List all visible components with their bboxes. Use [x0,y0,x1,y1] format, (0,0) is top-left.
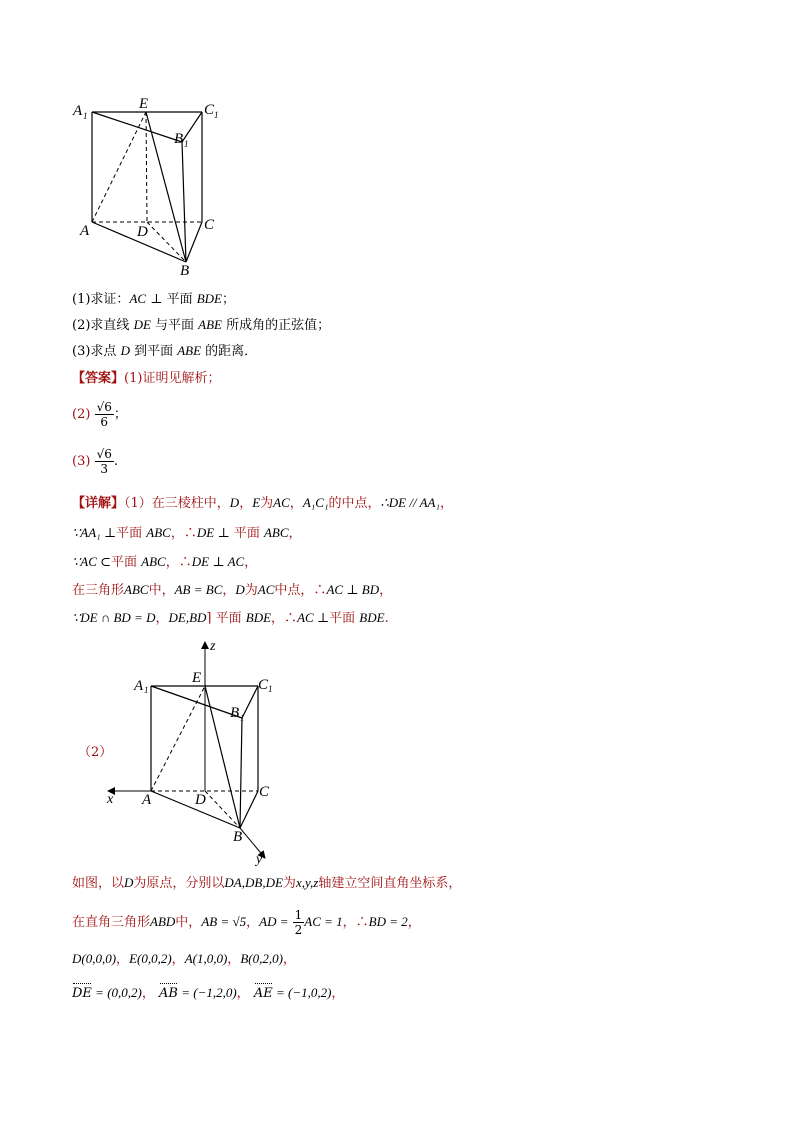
edge2-b-b1 [240,718,242,828]
detail-label: 【详解】 [72,496,125,511]
part2-l2-frac-num: 1 [294,908,303,922]
q3-expr2: ABE [177,343,202,358]
label2-b1: B [230,705,240,721]
edge-b-c [186,222,202,262]
part2-point-e: E(0,0,2) [129,951,172,966]
label2-b: B [233,829,243,845]
dash2-a-e [151,686,205,791]
part2-l2-e: ， [246,915,260,930]
detail-l1-h: A₁C₁ [302,495,329,510]
label2-y: y [256,852,263,867]
part2-l4-sep2: ， [236,986,250,1001]
label2-x: x [107,792,114,807]
vector-ae: AE [253,986,273,1001]
q1-text1: 求证： [90,292,130,307]
q2-text3: 所成角的正弦值； [222,318,331,333]
part2-l3-sep2: ， [171,952,185,967]
part2-l3-sep1: ， [116,952,130,967]
detail-line-4 [72,581,392,600]
part2-l2-frac-den: 2 [294,923,303,937]
vector-de-value: = (0,0,2) [91,985,142,1000]
detail-l5-i: 平面 [329,611,360,626]
answer-label: 【答案】 [72,371,125,386]
part2-l2-c: 中， [175,915,202,930]
edge-b-b1 [182,142,186,262]
detail-l5-f: BDE [245,610,272,625]
part2-l3-sep4: ， [282,952,296,967]
detail-l4-k: ， [379,583,393,598]
detail-l2-c: ABC [146,525,171,540]
detail-l4-b: ABC [124,582,149,597]
answer-line-1 [72,370,220,388]
answer-line-3 [72,447,118,476]
figure-prism-2 [100,636,290,868]
dash-a-e [92,112,146,222]
answer-line-2 [72,400,127,429]
dash-e-d [146,112,147,222]
label-b: B [180,263,190,279]
answer-part1-num: (1) [124,371,143,386]
part2-line-3 [72,950,296,969]
detail-l3-c: ABC [141,554,166,569]
label-d: D [137,224,148,240]
part2-line-4 [72,984,344,1003]
part2-l1-f: x,y,z [295,875,319,890]
part2-l2-fraction [293,908,305,937]
part2-l1-a: 如图，以 [72,876,125,891]
detail-l5-j: BDE [359,610,385,625]
label2-e: E [192,670,202,686]
q1-expr2: BDE [196,291,222,306]
q1-end: ； [221,292,235,307]
detail-l4-f: D [235,582,245,597]
part2-point-a: A(1,0,0) [184,951,228,966]
answer-part3-frac-num: √6 [96,447,112,461]
part2-l4-sep1: ， [141,986,155,1001]
label2-a1-sub: 1 [144,685,149,695]
q1-perp: ⊥ [146,292,167,307]
part2-l1-c: 为原点，分别以 [133,876,225,891]
detail-l2-a: ∵AA₁ ⊥ [72,525,117,540]
question-2 [72,316,330,335]
detail-l1-j: ∴DE // AA₁ [380,495,440,510]
answer-part3-frac-den: 3 [100,462,109,476]
q1-num: (1) [72,292,91,307]
part2-l1-g: 轴建立空间直角坐标系， [318,876,462,891]
detail-l5-h: AC ⊥ [297,610,330,625]
detail-l2-d: ，∴ [170,526,197,541]
part2-l2-j: ， [407,915,421,930]
answer-part2-fraction [95,400,114,429]
label-b1-sub: 1 [184,139,189,149]
detail-l1-a: （1）在三棱柱中， [124,496,230,511]
label2-z: z [210,639,216,654]
detail-l4-e: ， [222,583,236,598]
detail-l1-k: ， [439,496,453,511]
detail-l5-g: ，∴ [271,611,298,626]
detail-l1-c: ， [239,496,253,511]
part2-l4-sep3: ， [331,986,345,1001]
vector-de: DE [72,986,92,1001]
detail-l4-d: AB = BC [174,582,223,597]
part2-l2-i: BD = 2 [368,914,408,929]
detail-l2-h: ， [288,526,302,541]
answer-part2-end: ； [113,407,127,422]
vector-ab: AB [159,986,178,1001]
answer-part3-num: (3) [72,454,91,469]
q3-text3: 的距离． [201,344,258,359]
part2-point-b: B(0,2,0) [240,951,283,966]
detail-l2-b: 平面 [116,526,147,541]
detail-line-2 [72,524,302,543]
answer-part2-num: (2) [72,407,91,422]
vector-ab-value: = (−1,2,0) [177,985,237,1000]
question-3 [72,342,257,361]
detail-l3-b: 平面 [111,555,142,570]
answer-part3-end: . [113,454,118,469]
label2-a: A [142,792,152,808]
q2-text2: 与平面 [150,318,199,333]
label2-b1-sub: 1 [240,713,245,723]
part2-l2-g: AC = 1 [304,914,343,929]
detail-l5-d: ⌉ [206,611,212,626]
label2-c: C [259,784,270,800]
part2-l2-d: AB = √5 [201,914,247,929]
label-c1: C [204,102,215,118]
detail-l2-e: DE ⊥ [196,525,230,540]
q2-text1: 求直线 [90,318,134,333]
label-c: C [204,217,215,233]
part2-l2-h: ，∴ [342,915,369,930]
detail-l5-a: ∵DE ∩ BD = D [72,610,156,625]
q1-expr1: AC [129,291,147,306]
part2-l2-f: AD = [259,914,289,929]
detail-l1-e: 为 [260,496,274,511]
detail-l1-g: ， [289,496,303,511]
q2-expr2: ABE [198,317,222,332]
detail-l1-d: E [252,495,261,510]
question-1 [72,290,235,309]
detail-l5-e: 平面 [211,611,246,626]
detail-line-1 [72,494,453,513]
edge-b1-c1 [182,112,202,142]
q2-num: (2) [72,318,91,333]
detail-line-3 [72,553,257,572]
detail-l5-b: ， [155,611,169,626]
detail-l4-i: 中点，∴ [274,583,327,598]
edge2-b-c [240,791,258,828]
label-a1-sub: 1 [83,111,88,121]
part2-l2-b: ABD [150,914,176,929]
detail-l4-g: 为 [244,583,258,598]
detail-l1-b: D [229,495,240,510]
q3-text1: 求点 [90,344,121,359]
part2-l1-b: D [124,875,134,890]
figure-prism-1 [70,92,230,282]
detail-l4-h: AC [257,582,275,597]
answer-part2-frac-num: √6 [96,400,112,414]
answer-part2-frac-den: 6 [100,415,109,429]
detail-l5-c: DE,BD [168,610,207,625]
q3-text2: 到平面 [129,344,178,359]
detail-l4-a: 在三角形 [72,583,125,598]
answer-part3-fraction [95,447,114,476]
label2-d: D [195,792,206,808]
part2-line-1 [72,874,461,893]
detail-l2-g: ABC [263,525,289,540]
q3-expr1: D [120,343,130,358]
part2-line-2 [72,908,421,937]
part2-l1-d: DA,DB,DE [224,875,283,890]
label-a: A [80,223,90,239]
detail-l3-a: ∵AC ⊂ [72,554,112,569]
detail-l4-j: AC ⊥ BD [326,582,380,597]
label-e: E [139,96,149,112]
part2-l2-a: 在直角三角形 [72,915,151,930]
q2-expr1: DE [133,317,151,332]
label-b1: B [174,131,184,147]
detail-l2-f: 平面 [229,526,264,541]
part-2-label-text: （2） [78,745,113,760]
detail-l3-f: ， [244,555,258,570]
answer-part1-text: 证明见解析； [142,371,221,386]
label2-c1-sub: 1 [268,684,273,694]
part2-l3-sep3: ， [227,952,241,967]
detail-l1-f: AC [273,495,290,510]
vector-ae-value: = (−1,0,2) [272,985,332,1000]
part2-l1-e: 为 [282,876,296,891]
detail-l4-c: 中， [148,583,175,598]
part2-point-d: D(0,0,0) [72,951,117,966]
label-a1: A [73,103,83,119]
detail-l3-d: ，∴ [165,555,192,570]
label-c1-sub: 1 [214,110,219,120]
label2-c1: C [258,677,269,693]
q1-text2: 平面 [166,292,197,307]
detail-l1-i: 的中点， [328,496,381,511]
q3-num: (3) [72,344,91,359]
dash2-d-b [205,791,240,828]
detail-line-5 [72,609,389,628]
label2-a1: A [134,678,144,694]
detail-l5-k: . [384,611,389,626]
detail-l3-e: DE ⊥ AC [191,554,245,569]
edge-a1-b1 [92,112,182,142]
